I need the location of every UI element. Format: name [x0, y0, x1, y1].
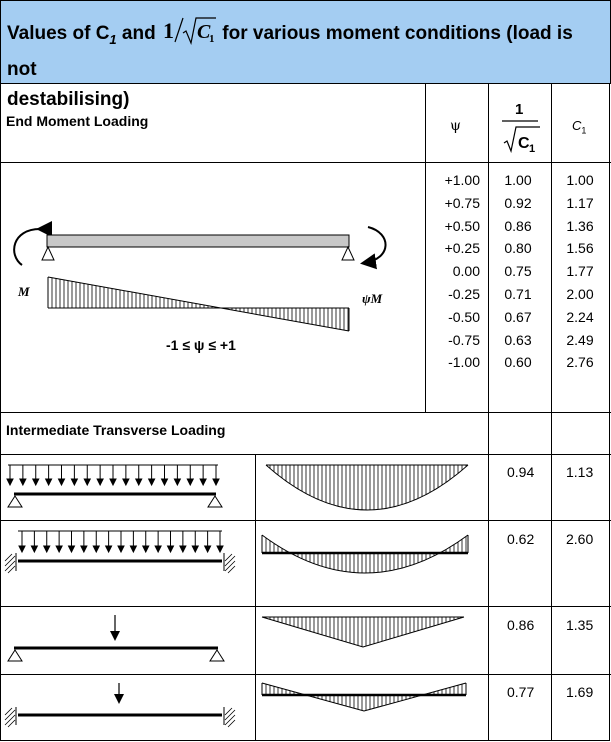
point-load-simply-supported-diagram — [0, 607, 254, 673]
c1-column-header — [572, 118, 586, 136]
load-arrow-icon — [69, 546, 75, 552]
inv-sqrt-c1-value: 0.60 — [504, 354, 532, 371]
inverse-sqrt-c1-formula — [161, 15, 217, 45]
c1-value: 1.00 — [566, 172, 594, 188]
load-arrow-icon — [192, 546, 198, 552]
divider — [551, 84, 552, 741]
c1-value: 2.00 — [566, 285, 594, 302]
fixed-support-left-icon — [5, 707, 16, 727]
load-arrow-icon — [93, 546, 99, 552]
left-moment-arrow-icon — [14, 229, 40, 265]
udl-fixed-ends-moment — [256, 521, 487, 605]
load-arrow-icon — [217, 546, 223, 552]
c1-values-column — [560, 169, 600, 374]
inv-sqrt-c1-values-column — [498, 169, 538, 374]
c1-value: 2.76 — [566, 354, 594, 371]
inv-sqrt-c1-value: 0.92 — [504, 194, 532, 211]
udl-simply-supported-moment — [256, 455, 487, 519]
load-arrow-icon — [162, 479, 168, 485]
title-line2: destabilising) — [7, 88, 130, 110]
udl-simply-supported-diagram — [0, 455, 254, 519]
moment-label: M — [18, 284, 30, 299]
load-arrow-icon — [136, 479, 142, 485]
psi-value: +0.25 — [444, 240, 480, 257]
inv-sqrt-c1-value: 1.00 — [504, 172, 532, 188]
divider — [488, 84, 489, 741]
pin-support-icon — [8, 650, 22, 661]
beam — [47, 235, 349, 247]
left-support-icon — [42, 247, 54, 260]
psi-values-column — [436, 169, 480, 374]
load-arrow-icon — [31, 546, 37, 552]
psi-range-label: -1 ≤ ψ ≤ +1 — [166, 337, 236, 353]
intermediate-heading: Intermediate Transverse Loading — [6, 422, 226, 438]
point-load-simply-supported-moment — [256, 607, 487, 673]
inv-sqrt-c1-value: 0.67 — [504, 308, 532, 325]
load-arrow-icon — [46, 479, 52, 485]
load-arrow-icon — [56, 546, 62, 552]
load-arrow-icon — [143, 546, 149, 552]
psi-value: +0.75 — [444, 194, 480, 211]
row2-c1-value: 2.60 — [566, 531, 594, 547]
inverse-sqrt-c1-header — [498, 96, 544, 158]
c1-value: 1.17 — [566, 194, 594, 211]
pin-support-icon — [208, 496, 222, 507]
title-subscript: 1 — [109, 31, 117, 47]
row4-c1-value: 1.69 — [566, 684, 594, 700]
psi-value: -0.75 — [448, 331, 480, 348]
load-arrow-icon — [59, 479, 65, 485]
udl-fixed-ends-diagram — [0, 521, 254, 605]
pin-support-icon — [8, 496, 22, 507]
load-arrow-icon — [81, 546, 87, 552]
load-arrow-icon — [20, 479, 26, 485]
psi-moment-label: ψM — [362, 291, 383, 306]
load-arrow-icon — [110, 479, 116, 485]
psi-value: -0.25 — [448, 285, 480, 302]
inv-sqrt-c1-value: 0.71 — [504, 285, 532, 302]
inv-sqrt-c1-value: 0.63 — [504, 331, 532, 348]
point-load-arrow-icon — [114, 694, 124, 704]
c1-value: 1.56 — [566, 240, 594, 257]
c1-value: 1.36 — [566, 217, 594, 234]
load-arrow-icon — [200, 479, 206, 485]
load-arrow-icon — [180, 546, 186, 552]
psi-value: +0.50 — [444, 217, 480, 234]
load-arrow-icon — [205, 546, 211, 552]
right-moment-arrow-icon — [364, 227, 386, 263]
load-arrow-icon — [174, 479, 180, 485]
load-arrow-icon — [7, 479, 13, 485]
load-arrow-icon — [213, 479, 219, 485]
title-banner — [0, 0, 611, 110]
point-load-fixed-ends-moment — [256, 675, 487, 741]
load-arrow-icon — [123, 479, 129, 485]
title-part: and — [116, 23, 161, 44]
psi-column-header: ψ — [450, 118, 461, 134]
c1-value: 1.77 — [566, 263, 594, 280]
load-arrow-icon — [71, 479, 77, 485]
load-arrow-icon — [106, 546, 112, 552]
c1-label: C — [572, 118, 582, 133]
load-arrow-icon — [118, 546, 124, 552]
row4-inv-value: 0.77 — [507, 684, 535, 700]
psi-value: -0.50 — [448, 308, 480, 325]
right-support-icon — [342, 247, 354, 260]
row1-c1-value: 1.13 — [566, 464, 594, 480]
c1-value: 2.49 — [566, 331, 594, 348]
formula-subscript: 1 — [209, 33, 215, 45]
point-load-fixed-ends-diagram — [0, 675, 254, 741]
load-arrow-icon — [33, 479, 39, 485]
fixed-support-right-icon — [224, 553, 235, 573]
load-arrow-icon — [84, 479, 90, 485]
c1-value: 2.24 — [566, 308, 594, 325]
formula-one: 1 — [163, 18, 174, 43]
row2-inv-value: 0.62 — [507, 531, 535, 547]
fixed-support-right-icon — [224, 707, 235, 727]
row3-c1-value: 1.35 — [566, 617, 594, 633]
frac-c: C — [518, 135, 530, 152]
frac-subscript: 1 — [529, 143, 536, 155]
pin-support-icon — [210, 650, 224, 661]
psi-value: 0.00 — [452, 263, 480, 280]
load-arrow-icon — [149, 479, 155, 485]
point-load-arrow-icon — [110, 631, 120, 641]
row1-inv-value: 0.94 — [507, 464, 535, 480]
divider — [425, 84, 426, 412]
row3-inv-value: 0.86 — [507, 617, 535, 633]
end-moment-heading: End Moment Loading — [6, 113, 149, 129]
load-arrow-icon — [44, 546, 50, 552]
psi-value: +1.00 — [444, 172, 480, 188]
inv-sqrt-c1-value: 0.80 — [504, 240, 532, 257]
load-arrow-icon — [19, 546, 25, 552]
load-arrow-icon — [187, 479, 193, 485]
load-arrow-icon — [97, 479, 103, 485]
load-arrow-icon — [130, 546, 136, 552]
frac-numerator: 1 — [515, 101, 524, 118]
formula-c: C — [197, 21, 211, 43]
c1-subscript: 1 — [581, 125, 587, 136]
load-arrow-icon — [168, 546, 174, 552]
psi-value: -1.00 — [448, 354, 480, 371]
inv-sqrt-c1-value: 0.86 — [504, 217, 532, 234]
load-arrow-icon — [155, 546, 161, 552]
fixed-support-left-icon — [5, 553, 16, 573]
end-moment-diagram — [0, 163, 424, 411]
divider — [0, 412, 611, 413]
title-part: for various moment conditions (load is not — [7, 23, 573, 80]
inv-sqrt-c1-value: 0.75 — [504, 263, 532, 280]
title-part: Values of C — [7, 23, 110, 44]
